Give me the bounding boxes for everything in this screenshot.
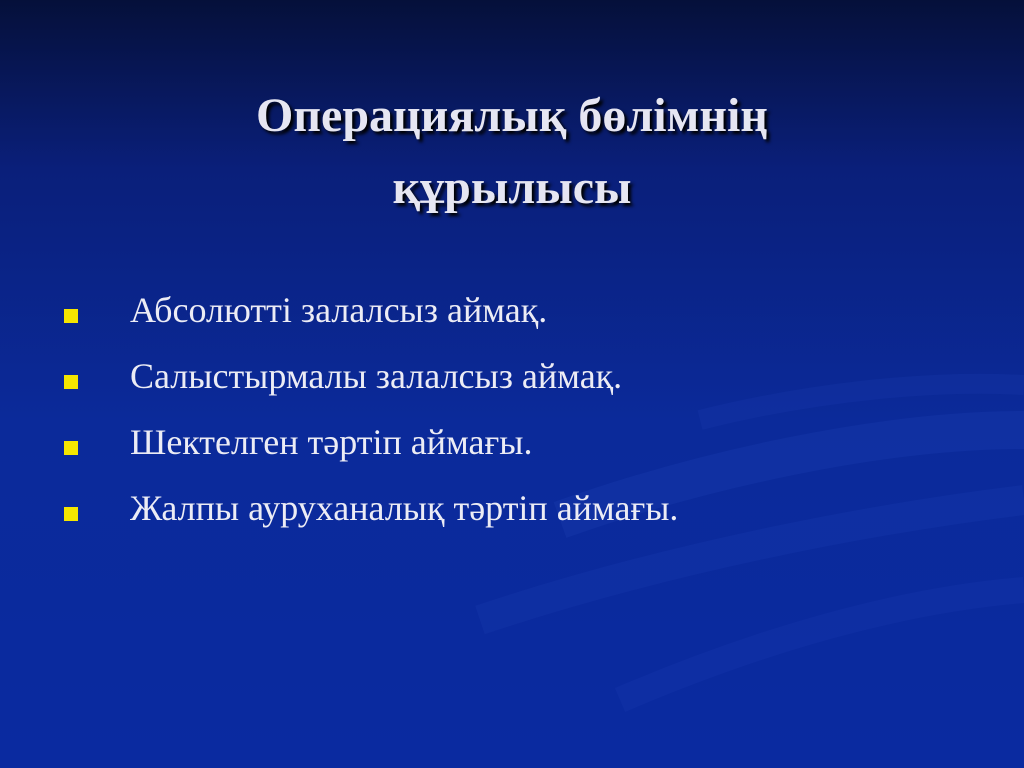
slide-title-line-1: Операциялық бөлімнің — [256, 89, 768, 142]
bullet-list — [64, 282, 964, 546]
bullet-text: Жалпы ауруханалық тәртіп аймағы. — [130, 488, 679, 528]
square-bullet-icon — [64, 375, 78, 389]
bullet-item — [64, 480, 964, 546]
bullet-text: Салыстырмалы залалсыз аймақ. — [130, 356, 623, 396]
slide-title — [160, 80, 864, 224]
bullet-text: Абсолютті залалсыз аймақ. — [130, 290, 548, 330]
square-bullet-icon — [64, 309, 78, 323]
bullet-item — [64, 282, 964, 348]
bullet-item — [64, 348, 964, 414]
bullet-item — [64, 414, 964, 480]
square-bullet-icon — [64, 507, 78, 521]
square-bullet-icon — [64, 441, 78, 455]
bullet-text: Шектелген тәртіп аймағы. — [130, 422, 533, 462]
slide-title-line-2: құрылысы — [392, 161, 632, 214]
